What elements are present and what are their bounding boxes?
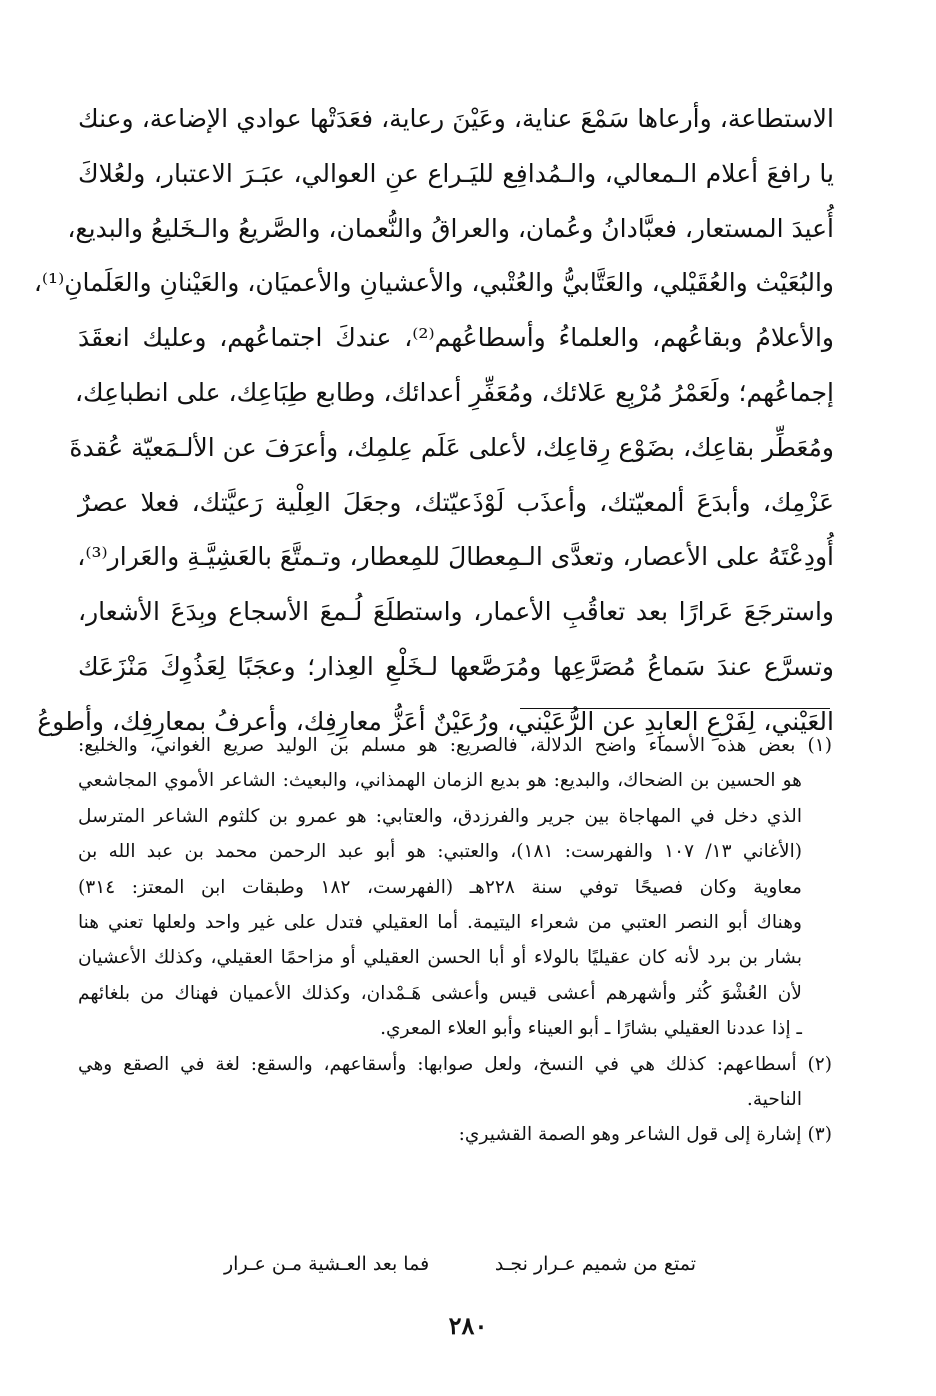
main-text-block [33, 92, 835, 750]
main-text-line: عَزْمِك، وأبدَعَ ألمعيّتك، وأعذَب لَوْذَعيّتك، وجعَلَ العِلْية رَعيَّتك، فعلا عصرٌ [78, 487, 834, 517]
footnote-1-line: معاوية وكان فصيحًا توفي سنة ٢٢٨هـ (الفهرست، ١٨٢ وطبقات ابن المعتز: ٣١٤) [78, 876, 802, 898]
page-number: ٢٨٠ [448, 1311, 488, 1340]
main-text-line: والبُعَيْث والعُقَيْلي، والعَتَّابيُّ والعُتْبي، والأعشيانِ والأعميَان، والعَيْنانِ والعَلَمانِ⁽¹⁾، [33, 268, 834, 298]
main-text-line: والأعلامُ وبقاعُهم، والعلماءُ وأسطاعُهم⁽²⁾، عندكَ اجتماعُهم، وعليك انعقَدَ [78, 323, 834, 353]
footnote-1-line: هو الحسين بن الضحاك، والبديع: هو بديع الزمان الهمذاني، والبعيث: الشاعر الأموي المجاشعي [78, 770, 802, 792]
footnote-1-line: الذي دخل في المهاجاة بين جرير والفرزدق، والعتابي: هو عمرو بن كلثوم الشاعر المترسل [78, 805, 802, 827]
main-text-line: أُودِعْتَهُ على الأعصار، وتعدَّى الـمِعطالَ للمِعطار، وتـمتَّعَ بالعَشِيَّـةِ والعَرار⁽³⁾، [77, 542, 834, 572]
main-text-line: الاستطاعة، وأرعاها سَمْعَ عناية، وعَيْنَ رعاية، فعَدَتْها عوادي الإضاعة، وعنك [78, 104, 834, 133]
footnote-3-line: (٣) إشارة إلى قول الشاعر وهو الصمة القشيري: [458, 1124, 832, 1146]
footnote-1-line: وهناك أبو النصر العتبي من شعراء اليتيمة. أما العقيلي فتدل على غير واحد ولعلها تعني هنا [78, 911, 802, 933]
main-text-line: إجماعُهم؛ ولَعَمْرُ مُرْبِع عَلائك، ومُعَفِّرِ أعدائك، وطابع طِبَاعِك، على انطباعِك، [74, 377, 834, 407]
footnote-2-line: الناحية. [746, 1088, 802, 1110]
main-text-line: العَيْني، لِفَرْعِ العابِدِ عن الرُّعَيْني، ورُعَيْنٌ أعَزُّ معارِفِك، وأعرفُ بمعارِفِك، وأطوعُ [37, 706, 834, 736]
footnote-1-line: (١) بعض هذه الأسماء واضح الدلالة، فالصريع: هو مسلم بن الوليد صريع الغواني، والخليع: [78, 735, 832, 756]
main-text-line: واسترجَعَ عَرارًا بعد تعاقُبِ الأعمار، واستطلَعَ لُـمعَ الأسجاع وبِدَعَ الأشعار، [78, 597, 835, 627]
footnote-1-line: بشار بن برد لأنه كان عقيليًا بالولاء أو أبا الحسن العقيلي أو مزاحمًا العقيلي، وكذلك الأعشيان [78, 947, 802, 969]
footnote-2-line: (٢) أسطاعهم: كذلك هي في النسخ، ولعل صوابها: وأسقاعهم، والسقع: لغة في الصقع وهي [78, 1053, 832, 1075]
main-text-line: يا رافعَ أعلام الـمعالي، والـمُدافِع لليَـراع عنِ العوالي، عبَـرَ الاعتبار، ولعُلاكَ [78, 158, 834, 188]
main-text-line: أُعيدَ المستعار، فعبَّادانُ وعُمان، والعراقُ والنُّعمان، والصَّريعُ والـخَليعُ والبديع، [67, 213, 834, 243]
footnotes-block [78, 728, 832, 1153]
footnote-1-line: لأن العُشْوَ كُثر وأشهرهم أعشى قيس وأعشى هَـمْدان، وكذلك الأعميان فهناك من بلغائهم [78, 982, 802, 1004]
footnote-1-line: (الأغاني ١٣/ ١٠٧ والفهرست: ١٨١)، والعتبي: هو أبو عبد الرحمن محمد بن عبد الله بن [78, 841, 802, 863]
footnote-separator [520, 708, 830, 709]
poem-verse [200, 1244, 720, 1284]
verse-second-hemistich: فما بعد العـشية مـن عـرار [224, 1253, 430, 1275]
verse-first-hemistich: تمتع من شميم عـرار نجـد [494, 1253, 696, 1275]
main-text-line: وتسرَّع عندَ سَماعُ مُصَرَّعِها ومُرَصَّعها لـخَلْعِ العِذار؛ وعجَبًا لِعَذُوِكَ مَنْزَعَك [78, 651, 834, 681]
main-text-line: ومُعَطِّر بقاعِك، بضَوْع رِقاعِك، لأعلى عَلَم عِلمِك، وأعرَفَ عن الألـمَعيّة عُقدةَ [69, 432, 834, 462]
footnote-1-line: ـ إذا عددنا العقيلي بشارًا ـ أبو العيناء وأبو العلاء المعري. [380, 1018, 802, 1040]
